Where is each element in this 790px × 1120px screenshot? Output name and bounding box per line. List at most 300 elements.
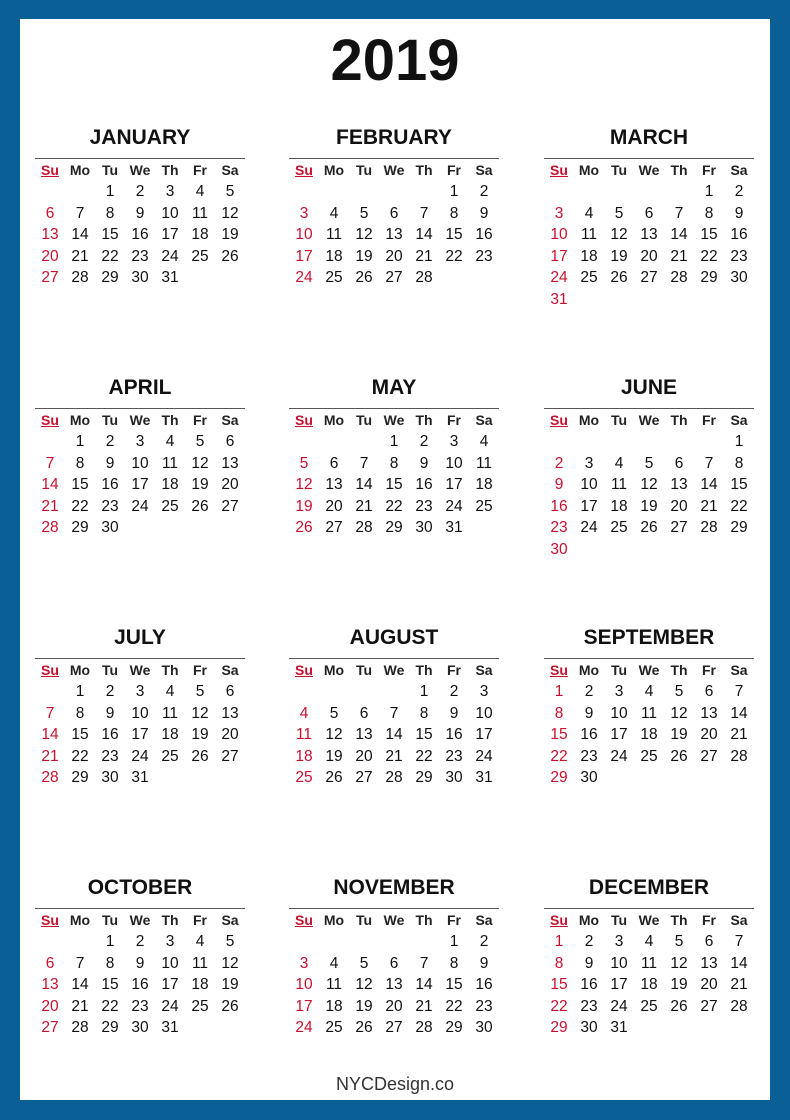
empty-day-cell (349, 931, 379, 953)
day-cell: 28 (385, 769, 403, 786)
day-cell: 23 (730, 247, 748, 265)
weekday-label: We (383, 162, 405, 178)
day-cell: 3 (449, 433, 459, 450)
month-october (35, 876, 245, 1039)
day-cell: 4 (479, 433, 489, 450)
day-cell: 29 (700, 269, 718, 286)
week-row (289, 267, 499, 289)
day-cell: 20 (640, 247, 658, 265)
day-cell: 15 (71, 726, 89, 743)
empty-day-cell (604, 289, 634, 311)
day-cell: 14 (415, 976, 433, 993)
day-cell: 19 (295, 497, 313, 515)
day-cell: 8 (554, 704, 564, 722)
weekday-header-row (544, 909, 754, 931)
day-cell: 15 (101, 226, 119, 243)
day-cell: 19 (670, 976, 688, 993)
day-cell: 3 (165, 183, 175, 200)
day-cell: 7 (734, 683, 744, 700)
day-cell: 30 (475, 1019, 493, 1036)
day-cell: 1 (554, 933, 564, 950)
day-cell: 14 (355, 476, 373, 493)
day-cell: 9 (584, 704, 594, 722)
week-row (544, 474, 754, 496)
day-cell: 6 (359, 704, 369, 722)
day-cell: 17 (295, 997, 313, 1015)
day-cell: 22 (445, 247, 463, 265)
weekday-label: Th (161, 912, 179, 928)
day-cell: 16 (475, 226, 493, 243)
day-cell: 11 (580, 226, 598, 243)
week-row (289, 681, 499, 703)
day-cell: 9 (135, 954, 145, 972)
day-cell: 6 (45, 204, 55, 222)
day-cell: 30 (580, 1019, 598, 1036)
day-cell: 29 (101, 269, 119, 286)
day-cell: 31 (131, 769, 149, 786)
day-cell: 25 (325, 269, 343, 286)
day-cell: 29 (730, 519, 748, 536)
day-cell: 26 (295, 519, 313, 536)
weekday-label: Su (295, 662, 313, 678)
weekday-header-row (289, 659, 499, 681)
day-cell: 30 (131, 1019, 149, 1036)
week-row (544, 974, 754, 996)
weekday-label: Su (550, 412, 568, 428)
weekday-label: Su (41, 412, 59, 428)
weekday-label: Su (41, 662, 59, 678)
week-row (289, 517, 499, 539)
day-cell: 26 (355, 1019, 373, 1036)
empty-day-cell (215, 1017, 245, 1039)
day-cell: 14 (730, 954, 748, 972)
weekday-label: Th (415, 412, 433, 428)
day-cell: 28 (730, 997, 748, 1015)
day-cell: 21 (355, 497, 373, 515)
day-cell: 31 (161, 269, 179, 286)
day-cell: 16 (131, 976, 149, 993)
day-cell: 3 (584, 454, 594, 472)
empty-day-cell (185, 517, 215, 539)
weekday-label: Th (161, 412, 179, 428)
month-july (35, 626, 245, 789)
empty-day-cell (125, 517, 155, 539)
day-cell: 10 (131, 704, 149, 722)
week-row (35, 1017, 245, 1039)
day-cell: 29 (71, 519, 89, 536)
day-cell: 24 (445, 497, 463, 515)
weekday-label: Mo (323, 162, 345, 178)
day-cell: 23 (131, 247, 149, 265)
day-cell: 20 (670, 497, 688, 515)
day-cell: 7 (419, 954, 429, 972)
day-cell: 13 (41, 976, 59, 993)
week-row (544, 703, 754, 725)
day-cell: 13 (670, 476, 688, 493)
day-cell: 25 (295, 769, 313, 786)
day-cell: 28 (41, 519, 59, 536)
weekday-header-row (289, 159, 499, 181)
empty-day-cell (185, 1017, 215, 1039)
week-row (35, 203, 245, 225)
day-cell: 26 (355, 269, 373, 286)
weekday-label: Su (550, 162, 568, 178)
week-row (544, 224, 754, 246)
month-name: APRIL (108, 376, 172, 399)
weekday-label: We (129, 912, 151, 928)
day-cell: 6 (644, 204, 654, 222)
week-row (544, 724, 754, 746)
day-cell: 23 (580, 747, 598, 765)
day-cell: 11 (191, 204, 209, 222)
day-cell: 16 (730, 226, 748, 243)
weekday-label: Sa (475, 412, 493, 428)
weekday-label: Mo (323, 412, 345, 428)
day-cell: 4 (329, 204, 339, 222)
day-cell: 24 (580, 519, 598, 536)
day-cell: 8 (449, 954, 459, 972)
empty-day-cell (35, 681, 65, 703)
day-cell: 12 (640, 476, 658, 493)
day-cell: 11 (640, 954, 658, 972)
day-cell: 20 (221, 726, 239, 743)
day-cell: 27 (325, 519, 343, 536)
weekday-header-row (544, 409, 754, 431)
day-cell: 27 (640, 269, 658, 286)
month-may (289, 376, 499, 539)
empty-day-cell (349, 681, 379, 703)
week-row (544, 453, 754, 475)
week-row (544, 539, 754, 561)
day-cell: 8 (105, 204, 115, 222)
day-cell: 12 (221, 954, 239, 972)
day-cell: 11 (191, 954, 209, 972)
day-cell: 18 (325, 247, 343, 265)
empty-day-cell (574, 431, 604, 453)
empty-day-cell (289, 931, 319, 953)
empty-day-cell (544, 431, 574, 453)
day-cell: 14 (385, 726, 403, 743)
day-cell: 3 (135, 433, 145, 450)
weekday-label: Su (295, 162, 313, 178)
weekday-label: Fr (702, 662, 716, 678)
day-cell: 25 (580, 269, 598, 286)
day-cell: 18 (161, 476, 179, 493)
day-cell: 6 (704, 933, 714, 950)
footer-credit: NYCDesign.co (335, 1074, 455, 1094)
day-cell: 2 (449, 683, 459, 700)
day-cell: 27 (221, 747, 239, 765)
month-june (544, 376, 754, 560)
empty-day-cell (604, 431, 634, 453)
weekday-header-row (35, 159, 245, 181)
day-cell: 30 (131, 269, 149, 286)
weekday-label: Th (415, 662, 433, 678)
week-row (289, 1017, 499, 1039)
weekday-header-row (35, 909, 245, 931)
weekday-label: Fr (193, 412, 207, 428)
day-cell: 30 (730, 269, 748, 286)
day-cell: 26 (191, 747, 209, 765)
day-cell: 23 (101, 747, 119, 765)
day-cell: 15 (415, 726, 433, 743)
day-cell: 21 (730, 976, 748, 993)
weekday-header-row (544, 659, 754, 681)
day-cell: 28 (415, 269, 433, 286)
day-cell: 11 (325, 226, 343, 243)
day-cell: 18 (640, 726, 658, 743)
empty-day-cell (289, 181, 319, 203)
month-april (35, 376, 245, 539)
weekday-label: Th (161, 662, 179, 678)
day-cell: 16 (580, 976, 598, 993)
day-cell: 12 (295, 476, 313, 493)
day-cell: 8 (734, 454, 744, 472)
day-cell: 29 (415, 769, 433, 786)
day-cell: 3 (299, 954, 309, 972)
day-cell: 14 (41, 476, 59, 493)
weekday-label: Sa (730, 912, 748, 928)
weekday-label: Sa (221, 162, 239, 178)
day-cell: 19 (221, 976, 239, 993)
day-cell: 3 (165, 933, 175, 950)
day-cell: 10 (475, 704, 493, 722)
day-cell: 18 (475, 476, 493, 493)
day-cell: 17 (131, 726, 149, 743)
week-row (544, 181, 754, 203)
day-cell: 21 (730, 726, 748, 743)
day-cell: 29 (101, 1019, 119, 1036)
day-cell: 8 (75, 454, 85, 472)
day-cell: 11 (295, 726, 313, 743)
day-cell: 3 (479, 683, 489, 700)
day-cell: 5 (225, 933, 235, 950)
day-cell: 20 (385, 997, 403, 1015)
day-cell: 11 (325, 976, 343, 993)
day-cell: 21 (415, 997, 433, 1015)
day-cell: 15 (445, 976, 463, 993)
week-row (289, 703, 499, 725)
day-cell: 7 (45, 454, 55, 472)
day-cell: 20 (700, 976, 718, 993)
weekday-label: Fr (193, 662, 207, 678)
week-row (289, 974, 499, 996)
week-row (544, 953, 754, 975)
weekday-label: Th (670, 912, 688, 928)
day-cell: 18 (191, 976, 209, 993)
day-cell: 7 (75, 954, 85, 972)
day-cell: 5 (299, 454, 309, 472)
day-cell: 29 (445, 1019, 463, 1036)
empty-day-cell (319, 181, 349, 203)
day-cell: 24 (161, 997, 179, 1015)
day-cell: 19 (670, 726, 688, 743)
week-row (289, 474, 499, 496)
day-cell: 1 (419, 683, 429, 700)
weekday-label: Mo (578, 162, 600, 178)
empty-day-cell (724, 767, 754, 789)
month-name: FEBRUARY (336, 126, 452, 149)
day-cell: 27 (670, 519, 688, 536)
day-cell: 12 (221, 204, 239, 222)
day-cell: 19 (610, 247, 628, 265)
weekday-label: Su (550, 912, 568, 928)
empty-day-cell (634, 289, 664, 311)
day-cell: 15 (101, 976, 119, 993)
day-cell: 27 (221, 497, 239, 515)
day-cell: 3 (299, 204, 309, 222)
day-cell: 12 (355, 226, 373, 243)
empty-day-cell (185, 767, 215, 789)
weekday-label: Mo (69, 912, 91, 928)
empty-day-cell (155, 767, 185, 789)
day-cell: 24 (295, 1019, 313, 1036)
day-cell: 18 (325, 997, 343, 1015)
empty-day-cell (319, 931, 349, 953)
day-cell: 14 (670, 226, 688, 243)
day-cell: 7 (45, 704, 55, 722)
day-cell: 30 (445, 769, 463, 786)
weekday-label: Th (161, 162, 179, 178)
empty-day-cell (544, 181, 574, 203)
week-row (289, 181, 499, 203)
weekday-label: Fr (447, 912, 461, 928)
empty-day-cell (319, 681, 349, 703)
empty-day-cell (664, 1017, 694, 1039)
day-cell: 8 (704, 204, 714, 222)
weekday-label: Su (550, 662, 568, 678)
day-cell: 4 (644, 683, 654, 700)
day-cell: 17 (550, 247, 568, 265)
day-cell: 30 (101, 769, 119, 786)
weekday-label: Fr (447, 162, 461, 178)
day-cell: 17 (131, 476, 149, 493)
month-march (544, 126, 754, 310)
empty-day-cell (469, 267, 499, 289)
day-cell: 4 (614, 454, 624, 472)
week-row (35, 931, 245, 953)
day-cell: 1 (449, 183, 459, 200)
weekday-label: Mo (578, 912, 600, 928)
day-cell: 19 (640, 497, 658, 515)
day-cell: 19 (355, 247, 373, 265)
week-row (544, 681, 754, 703)
month-december (544, 876, 754, 1039)
day-cell: 19 (191, 726, 209, 743)
day-cell: 9 (449, 704, 459, 722)
day-cell: 25 (325, 1019, 343, 1036)
day-cell: 26 (191, 497, 209, 515)
week-row (544, 1017, 754, 1039)
day-cell: 20 (221, 476, 239, 493)
day-cell: 6 (45, 954, 55, 972)
day-cell: 15 (445, 226, 463, 243)
day-cell: 22 (385, 497, 403, 515)
day-cell: 23 (580, 997, 598, 1015)
day-cell: 2 (479, 933, 489, 950)
day-cell: 21 (700, 497, 718, 515)
day-cell: 9 (479, 204, 489, 222)
week-row (289, 203, 499, 225)
day-cell: 27 (385, 1019, 403, 1036)
empty-day-cell (289, 681, 319, 703)
day-cell: 24 (131, 747, 149, 765)
day-cell: 10 (161, 204, 179, 222)
weekday-label: Tu (355, 412, 373, 428)
day-cell: 29 (71, 769, 89, 786)
day-cell: 22 (71, 497, 89, 515)
day-cell: 5 (614, 204, 624, 222)
day-cell: 26 (670, 997, 688, 1015)
day-cell: 13 (221, 704, 239, 722)
day-cell: 7 (419, 204, 429, 222)
day-cell: 7 (75, 204, 85, 222)
day-cell: 3 (135, 683, 145, 700)
day-cell: 31 (161, 1019, 179, 1036)
weekday-label: Su (41, 162, 59, 178)
month-name: MARCH (609, 126, 689, 149)
day-cell: 20 (355, 747, 373, 765)
empty-day-cell (215, 767, 245, 789)
day-cell: 31 (550, 290, 568, 308)
month-name: OCTOBER (87, 876, 193, 899)
empty-day-cell (724, 539, 754, 561)
day-cell: 25 (475, 497, 493, 515)
day-cell: 22 (700, 247, 718, 265)
weekday-label: Sa (730, 162, 748, 178)
day-cell: 7 (704, 454, 714, 472)
day-cell: 22 (101, 997, 119, 1015)
empty-day-cell (694, 289, 724, 311)
empty-day-cell (694, 539, 724, 561)
weekday-label: Tu (610, 162, 628, 178)
day-cell: 10 (445, 454, 463, 472)
day-cell: 9 (419, 454, 429, 472)
day-cell: 14 (41, 726, 59, 743)
day-cell: 14 (700, 476, 718, 493)
day-cell: 27 (41, 1019, 59, 1036)
day-cell: 17 (445, 476, 463, 493)
day-cell: 29 (385, 519, 403, 536)
day-cell: 30 (101, 519, 119, 536)
day-cell: 11 (475, 454, 493, 472)
day-cell: 24 (610, 747, 628, 765)
day-cell: 22 (71, 747, 89, 765)
day-cell: 24 (610, 997, 628, 1015)
week-row (544, 517, 754, 539)
empty-day-cell (319, 431, 349, 453)
day-cell: 5 (195, 683, 205, 700)
day-cell: 25 (191, 997, 209, 1015)
empty-day-cell (664, 539, 694, 561)
weekday-label: Sa (475, 912, 493, 928)
day-cell: 28 (41, 769, 59, 786)
weekday-label: Fr (193, 162, 207, 178)
week-row (35, 474, 245, 496)
day-cell: 7 (389, 704, 399, 722)
day-cell: 18 (580, 247, 598, 265)
day-cell: 5 (644, 454, 654, 472)
day-cell: 21 (71, 997, 89, 1015)
day-cell: 13 (221, 454, 239, 472)
day-cell: 29 (550, 769, 568, 786)
weekday-label: Fr (193, 912, 207, 928)
day-cell: 25 (161, 747, 179, 765)
day-cell: 4 (195, 933, 205, 950)
empty-day-cell (289, 431, 319, 453)
month-name: NOVEMBER (333, 876, 455, 899)
day-cell: 22 (550, 747, 568, 765)
